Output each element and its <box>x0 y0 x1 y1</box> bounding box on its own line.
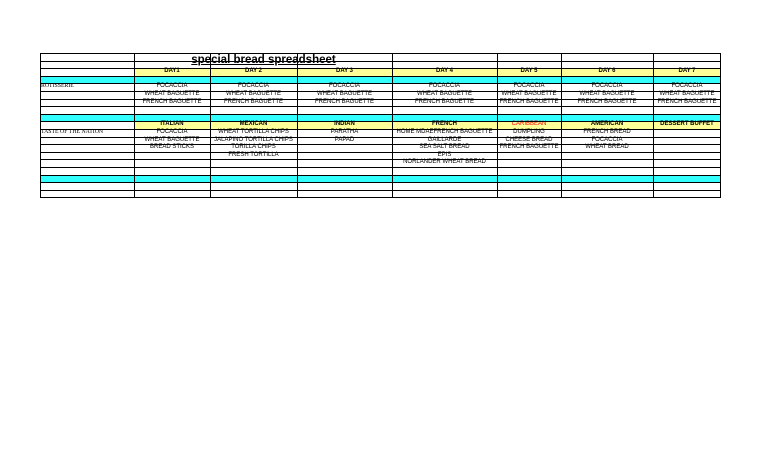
grid-line-h <box>40 91 721 92</box>
grid-line-v <box>497 53 498 197</box>
cuisine-header-cell[interactable]: FRENCH <box>432 121 457 128</box>
grid-line-v <box>210 53 211 197</box>
grid-line-h <box>40 61 721 62</box>
row-label-rotisserie[interactable]: ROTISSERIE <box>41 83 74 90</box>
grid-line-h <box>40 129 721 130</box>
bread-cell[interactable]: SEA SALT BREAD <box>419 144 470 151</box>
bread-cell[interactable]: FRENCH BAGUETTE <box>657 98 717 105</box>
bread-cell[interactable]: WHEAT BAGUETTE <box>144 91 200 97</box>
day-header-cell[interactable]: DAY 6 <box>598 68 616 75</box>
grid-line-v <box>392 53 393 197</box>
bread-cell[interactable]: FOCACCIA <box>671 83 703 90</box>
grid-line-h <box>40 159 721 160</box>
cuisine-header-cell[interactable]: ITALIAN <box>160 121 184 128</box>
grid-line-h <box>40 152 721 153</box>
bread-cell[interactable]: FOCACCIA <box>513 83 545 90</box>
row-label-taste-of-nation[interactable]: TASTE OF THE NATION <box>41 129 104 135</box>
grid-line-h <box>40 76 721 77</box>
bread-cell[interactable]: FRENCH BAGUETTE <box>142 98 202 105</box>
grid-line-v <box>134 53 135 197</box>
bread-cell[interactable]: GAILLARDE <box>427 136 462 143</box>
separator-band <box>40 175 721 183</box>
grid-line-h <box>40 68 721 69</box>
bread-cell[interactable]: WHEAT BREAD <box>585 144 629 151</box>
bread-cell[interactable]: FRENCH BAGUETTE <box>314 98 374 105</box>
grid-line-v <box>653 53 654 197</box>
bread-cell[interactable]: WHEAT BAGUETTE <box>659 91 715 97</box>
grid-line-h <box>40 167 721 168</box>
grid-line-h <box>40 197 721 198</box>
cuisine-header-cell[interactable]: MEXICAN <box>239 121 268 128</box>
bread-cell[interactable]: HOME MDAEFRENCH BAGUETTE <box>396 129 493 135</box>
bread-cell[interactable]: WHEAT BAGUETTE <box>144 136 200 143</box>
bread-cell[interactable]: FRENCH BAGUETTE <box>414 98 474 105</box>
bread-cell[interactable]: JALAPINO TORTILLA CHIPS <box>214 136 293 143</box>
day-header-cell[interactable]: DAY 5 <box>520 68 538 75</box>
separator-band <box>40 114 721 122</box>
day-header-cell[interactable]: DAY 3 <box>335 68 353 75</box>
grid-line-h <box>40 106 721 107</box>
grid-line-h <box>40 190 721 191</box>
grid-line-h <box>40 182 721 183</box>
grid-line-h <box>40 114 721 115</box>
grid-line-v <box>297 53 298 197</box>
cuisine-header-cell[interactable]: INDIAN <box>334 121 355 128</box>
bread-cell[interactable]: EPIS <box>437 151 452 158</box>
bread-cell[interactable]: FRENCH BAGUETTE <box>577 98 637 105</box>
day-header-cell[interactable]: DAY 7 <box>678 68 696 75</box>
bread-cell[interactable]: TORILLA CHIPS <box>231 144 276 151</box>
grid-line-h <box>40 144 721 145</box>
bread-cell[interactable]: FRENCH BREAD <box>583 129 631 135</box>
bread-cell[interactable]: WHEAT BAGUETTE <box>579 91 635 97</box>
cuisine-header-cell[interactable]: AMERICAN <box>590 121 624 128</box>
separator-band <box>40 76 721 84</box>
day-header-cell[interactable]: DAY1 <box>164 68 180 75</box>
day-header-cell[interactable]: DAY 2 <box>244 68 262 75</box>
bread-cell[interactable]: FOCACCIA <box>156 83 188 90</box>
grid-line-h <box>40 175 721 176</box>
bread-cell[interactable]: PARATHA <box>330 129 359 135</box>
day-header-cell[interactable]: DAY 4 <box>435 68 453 75</box>
grid-line-v <box>40 53 41 197</box>
bread-spreadsheet <box>40 53 721 197</box>
bread-cell[interactable]: WHEAT BAGUETTE <box>501 91 557 97</box>
bread-cell[interactable]: FRENCH BAGUETTE <box>499 98 559 105</box>
bread-cell[interactable]: DUMPLING <box>513 129 545 135</box>
grid-line-h <box>40 137 721 138</box>
bread-cell[interactable]: BREAD STICKS <box>149 144 194 151</box>
grid-line-h <box>40 53 721 54</box>
bread-cell[interactable]: WHEAT BAGUETTE <box>225 91 282 97</box>
bread-cell[interactable]: FRENCH BAGUETTE <box>223 98 283 105</box>
bread-cell[interactable]: FOCACCIA <box>591 136 623 143</box>
grid-line-v <box>561 53 562 197</box>
bread-cell[interactable]: CHEESE BREAD <box>505 136 553 143</box>
cuisine-header-cell[interactable]: CARIBBEAN <box>511 121 547 128</box>
bread-cell[interactable]: WHEAT TORTILLA CHIPS <box>218 129 289 135</box>
bread-cell[interactable]: WHEAT BAGUETTE <box>316 91 373 97</box>
sheet-title: special bread spreadsheet <box>191 54 336 66</box>
grid-line-v <box>720 53 721 197</box>
bread-cell[interactable]: FOCACCIA <box>428 83 460 90</box>
grid-line-h <box>40 83 721 84</box>
cuisine-header-cell[interactable]: DESSERT BUFFET <box>660 121 714 128</box>
bread-cell[interactable]: WHEAT BAGUETTE <box>416 91 473 97</box>
bread-cell[interactable]: FOCACCIA <box>237 83 269 90</box>
bread-cell[interactable]: PAPAD <box>334 136 355 143</box>
bread-cell[interactable]: FOCACCIA <box>328 83 360 90</box>
bread-cell[interactable]: FOCACCIA <box>591 83 623 90</box>
bread-cell[interactable]: FRENCH BAGUETTE <box>499 144 559 151</box>
bread-cell[interactable]: FOCACCIA <box>156 129 188 135</box>
bread-cell[interactable]: FRESH TORTILLA <box>228 151 279 158</box>
grid-line-h <box>40 99 721 100</box>
bread-cell[interactable]: NORLANDER WHEAT BREAD <box>403 159 486 166</box>
grid-line-h <box>40 121 721 122</box>
